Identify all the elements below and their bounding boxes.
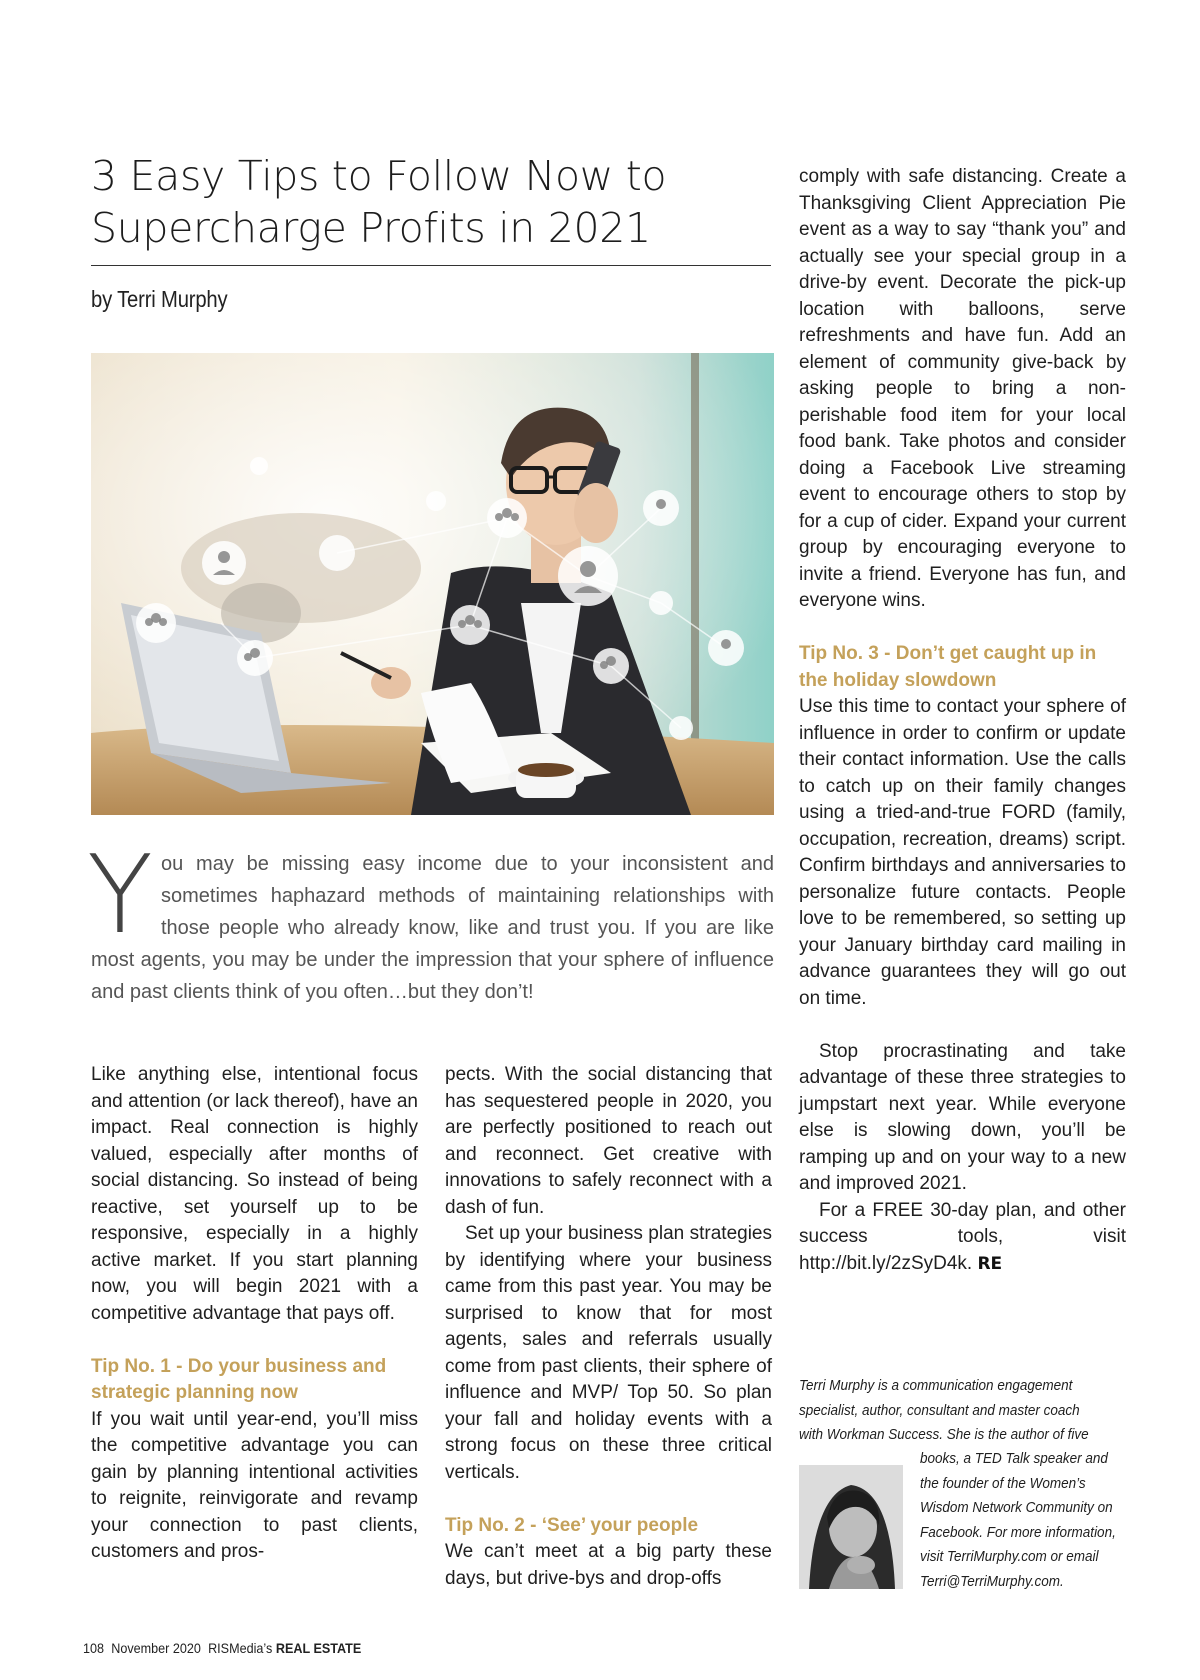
- body-paragraph-4-continued: comply with safe distancing. Create a Thanksgiving Client Appreciation Pie event as a way to say “thank you” and actually see your special group in a drive-by event. Decorate the pick-up location with balloons, serve refreshments and have fun. Add an element of community give-back by asking people to bring a non-perishable food item for your local food bank. Take photos and consider doing a Facebook Live streaming event to encourage others to stop by for a cup of cider. Expand your current group by encouraging everyone to invite a friend. Everyone has fun, and everyone wins.: [799, 166, 1126, 611]
- body-paragraph-2: If you wait until year-end, you’ll miss the competitive advantage you can gain by planning intentional activities to reignite, reinvigorate and revamp your connection to past clients, customers and pros-: [91, 1408, 418, 1562]
- author-photo: [799, 1465, 903, 1589]
- body-paragraph-5: Use this time to contact your sphere of influence in order to confirm or update their contact information. Use the calls to catch up on their family changes using a tried-and-true FORD (family, occupation, recreation, dreams) script. Confirm birthdays and anniversaries to personalize future contacts. People love to be remembered, so setting up your January birthday card mailing in advance guarantees they will go out on time.: [799, 696, 1126, 1009]
- column-2: [445, 1062, 772, 1592]
- tip-1-heading: Tip No. 1 - Do your business and strategic planning now: [91, 1355, 387, 1403]
- lead-paragraph: [87, 833, 774, 1008]
- publication-name: REAL ESTATE: [275, 1640, 362, 1656]
- tip-3-heading: Tip No. 3 - Don’t get caught up in the holiday slowdown: [799, 643, 1097, 691]
- byline: by Terri Murphy: [91, 286, 228, 312]
- end-mark: RE: [977, 1253, 1003, 1274]
- tip-2-heading: Tip No. 2 - ‘See’ your people: [445, 1514, 699, 1536]
- title-line-1: 3 Easy Tips to Follow Now to: [91, 152, 667, 200]
- body-paragraph-3: Set up your business plan strategies by identifying where your business came from this past year. You may be surprised to know that for most agents, sales and referrals usually come from past clients, their sphere of influence and MVP/ Top 50. So plan your fall and holiday events with a strong focus on these three critical verticals.: [445, 1223, 772, 1483]
- body-paragraph-2-continued: pects. With the social distancing that has sequestered people in 2020, you are perfectly positioned to reach out and reconnect. Get creative with innovations to safely reconnect with a dash of fun.: [445, 1064, 772, 1218]
- page-footer: [83, 1640, 368, 1656]
- article-title: [91, 150, 771, 254]
- body-paragraph-1: Like anything else, intentional focus and attention (or lack thereof), have an impact. Real connection is highly valued, especially after months of social distancing. So instead of being reactive, set yourself up to be responsive, especially in a highly active market. If you start planning now, you will begin 2021 with a competitive advantage that pays off.: [91, 1064, 418, 1324]
- body-paragraph-4: We can’t meet at a big party these days, but drive-bys and drop-offs: [445, 1541, 772, 1589]
- body-paragraph-7: [799, 1198, 1126, 1278]
- publication-prefix: RISMedia’s: [208, 1640, 273, 1656]
- lead-text: ou may be missing easy income due to your inconsistent and sometimes haphazard methods of maintaining relationships with those people who already know, like and trust you. If you are like most agents, you may be under the impression that your sphere of influence and past clients think of you often…but they don’t!: [91, 853, 774, 1003]
- column-1: [91, 1062, 418, 1566]
- hero-image: [91, 353, 774, 815]
- body-paragraph-6: Stop procrastinating and take advantage of these three strategies to jumpstart next year. While everyone else is slowing down, you’ll be ramping up and on your way to a new and improved 2021.: [799, 1040, 1126, 1194]
- title-line-2: Supercharge Profits in 2021: [91, 204, 651, 252]
- author-bio-top: Terri Murphy is a communication engagement specialist, author, consultant and master coach with Workman Success. She is the author of five: [799, 1377, 1089, 1443]
- issue-date: November 2020: [111, 1640, 201, 1656]
- closing-link-text: For a FREE 30-day plan, and other success tools, visit http://bit.ly/2zSyD4k.: [799, 1199, 1126, 1274]
- page-number: 108: [83, 1640, 105, 1656]
- author-bio-rest: books, a TED Talk speaker and the founder of the Women’s Wisdom Network Community on Facebook. For more information, visit TerriMurphy.com or email Terri@TerriMurphy.com.: [920, 1450, 1116, 1590]
- column-3: [799, 164, 1126, 1277]
- title-divider: [91, 265, 771, 266]
- drop-cap: Y: [87, 833, 153, 958]
